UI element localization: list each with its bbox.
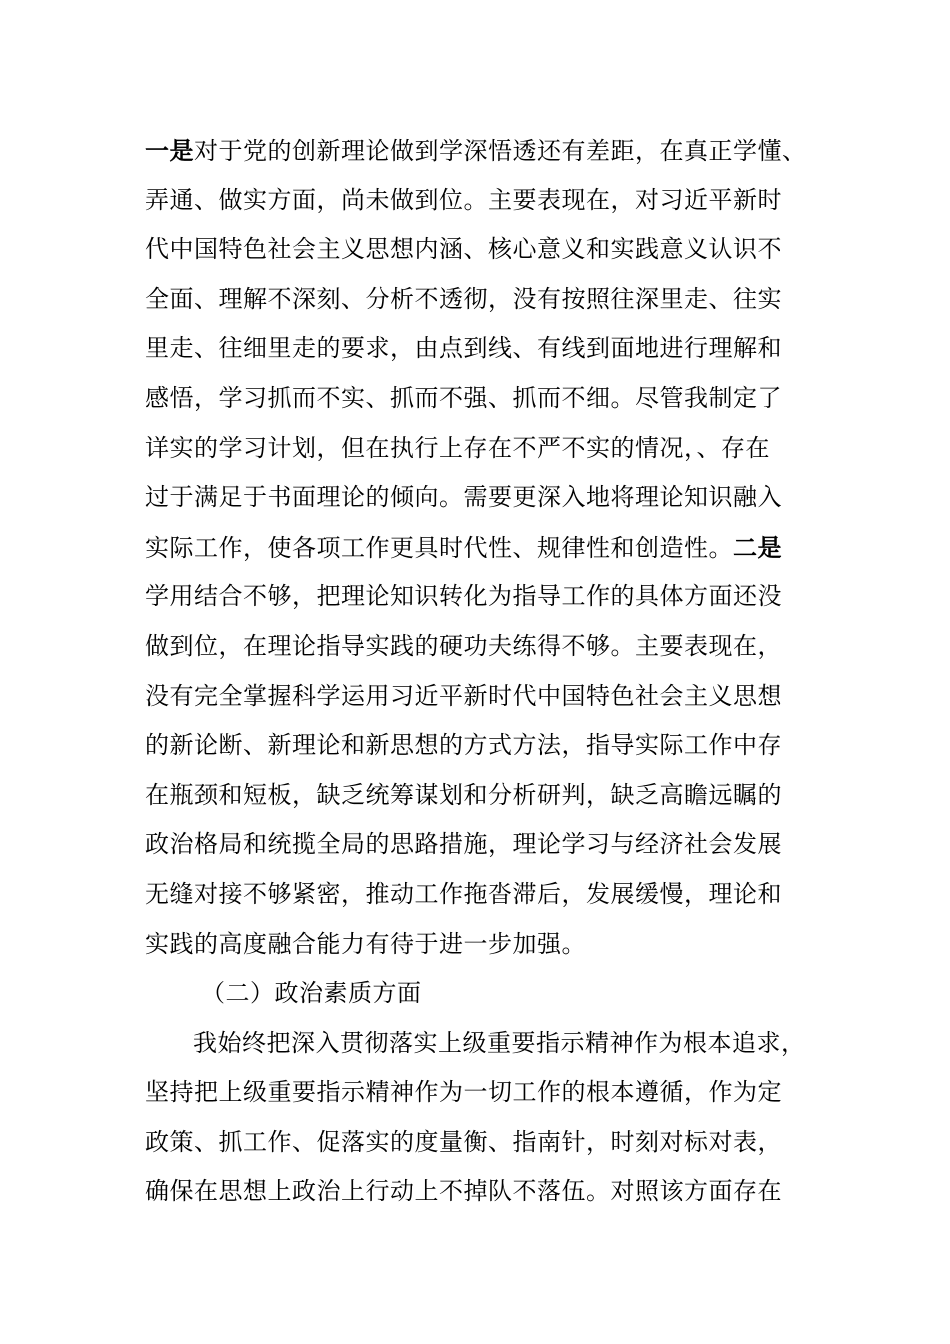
paragraph-line: 感悟，学习抓而不实、抓而不强、抓而不细。尽管我制定了 [145, 383, 782, 412]
paragraph-line: 过于满足于书面理论的倾向。需要更深入地将理论知识融入 [145, 483, 782, 512]
paragraph-line: 实践的高度融合能力有待于进一步加强。 [145, 929, 586, 958]
bold-lead-second: 二是 [733, 532, 782, 562]
paragraph-line: 在瓶颈和短板，缺乏统筹谋划和分析研判，缺乏高瞻远瞩的 [145, 780, 782, 809]
paragraph-line: 全面、理解不深刻、分析不透彻，没有按照往深里走、往实 [145, 284, 782, 313]
paragraph-line: 坚持把上级重要指示精神作为一切工作的根本遵循，作为定 [145, 1078, 782, 1107]
bold-lead-first: 一是 [145, 136, 194, 165]
paragraph-line: 弄通、做实方面，尚未做到位。主要表现在，对习近平新时 [145, 185, 782, 214]
paragraph-line: 政策、抓工作、促落实的度量衡、指南针，时刻对标对表， [145, 1127, 782, 1156]
section-heading: （二）政治素质方面 [201, 979, 422, 1008]
paragraph-text: 对于党的创新理论做到学深悟透还有差距，在真正学懂、 [194, 137, 807, 165]
paragraph-line: 代中国特色社会主义思想内涵、核心意义和实践意义认识不 [145, 235, 782, 264]
paragraph-line [145, 126, 810, 176]
paragraph-line: 确保在思想上政治上行动上不掉队不落伍。对照该方面存在 [145, 1177, 782, 1206]
paragraph-line: 详实的学习计划，但在执行上存在不严不实的情况，、存在 [145, 433, 770, 462]
paragraph-line: 没有完全掌握科学运用习近平新时代中国特色社会主义思想 [145, 681, 782, 710]
paragraph-line: 学用结合不够，把理论知识转化为指导工作的具体方面还没 [145, 582, 782, 611]
paragraph-line: 做到位，在理论指导实践的硬功夫练得不够。主要表现在， [145, 631, 782, 660]
document-body [145, 126, 810, 1217]
paragraph-line: 的新论断、新理论和新思想的方式方法，指导实际工作中存 [145, 731, 782, 760]
paragraph-line: 里走、往细里走的要求，由点到线、有线到面地进行理解和 [145, 334, 782, 363]
paragraph-line: 我始终把深入贯彻落实上级重要指示精神作为根本追求， [193, 1028, 806, 1057]
paragraph-line [145, 523, 810, 573]
paragraph-line: 政治格局和统揽全局的思路措施，理论学习与经济社会发展 [145, 830, 782, 859]
paragraph-text: 实际工作，使各项工作更具时代性、规律性和创造性。 [145, 533, 733, 562]
paragraph-line: 无缝对接不够紧密，推动工作拖沓滞后，发展缓慢，理论和 [145, 879, 782, 908]
